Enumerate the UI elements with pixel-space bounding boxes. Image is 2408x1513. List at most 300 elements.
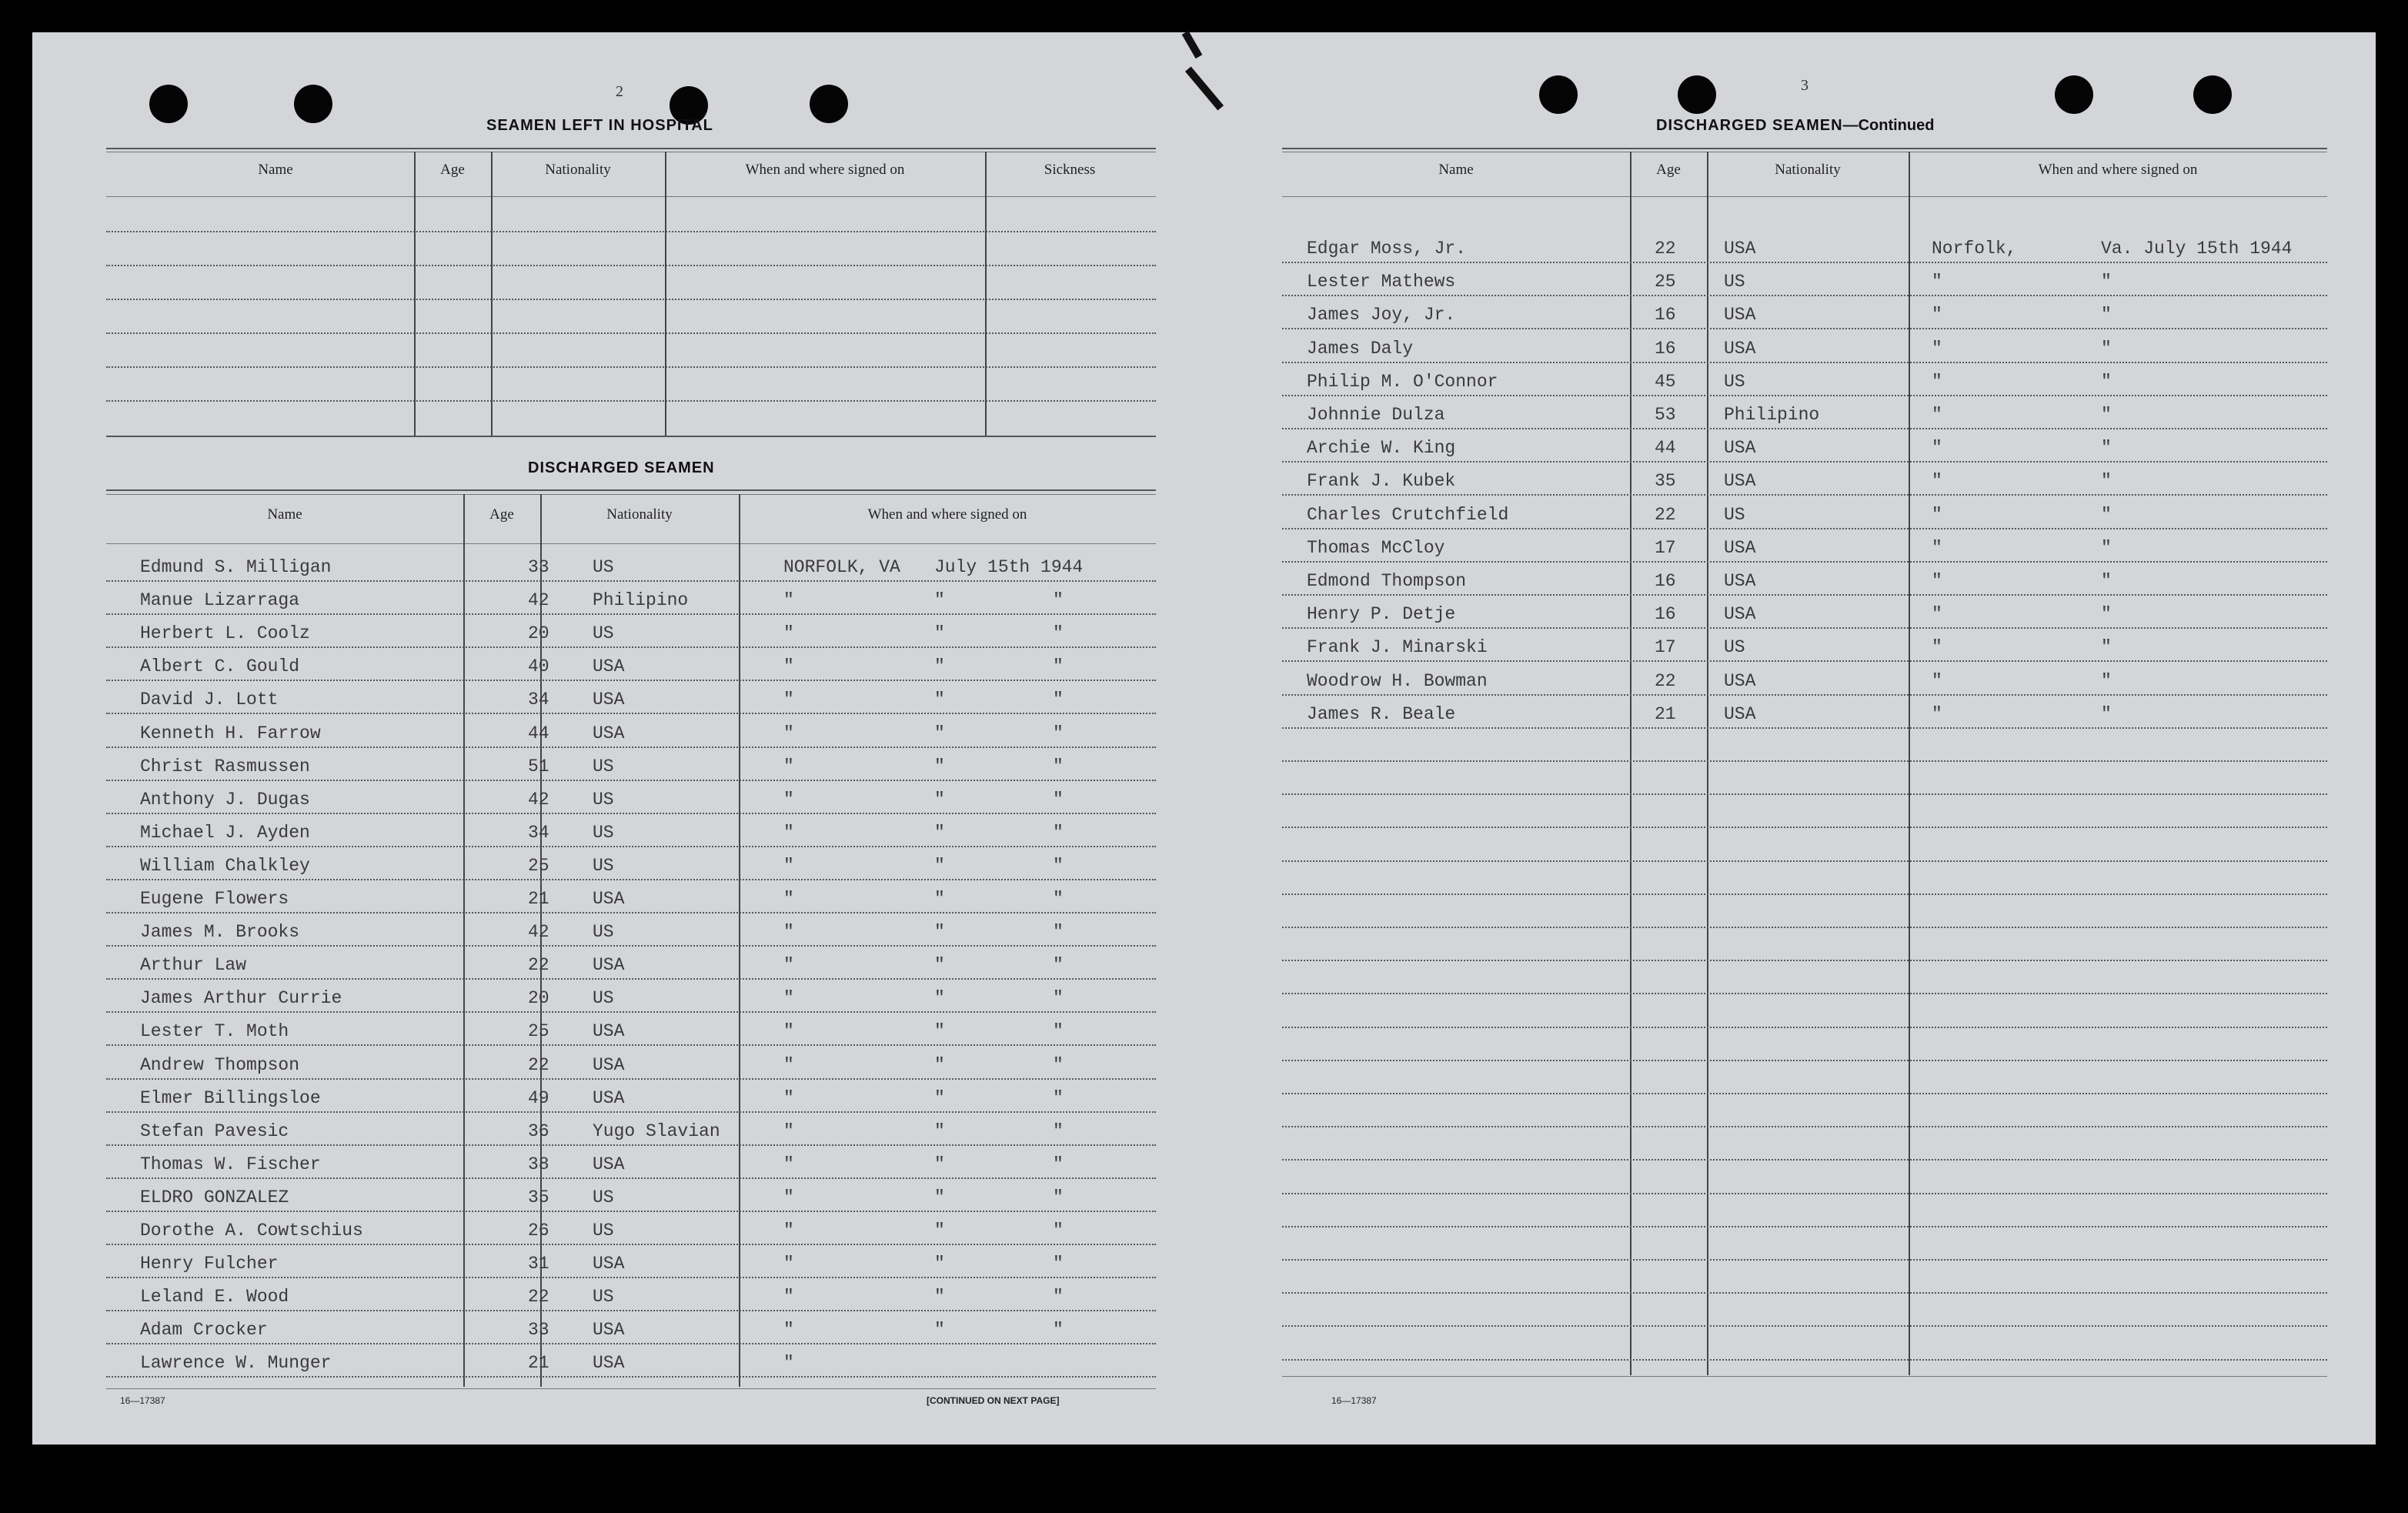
signed-on-date: ": [934, 1121, 945, 1141]
signed-on-ditto: ": [1053, 1055, 1064, 1075]
signed-on-date: ": [2101, 637, 2112, 657]
signed-on-place: ": [783, 1287, 794, 1307]
seaman-nationality: US: [593, 756, 614, 777]
table-row: [106, 583, 1156, 613]
signed-on-place: ": [783, 1088, 794, 1108]
signed-on-place: ": [1932, 471, 1942, 491]
signed-on-ditto: ": [1053, 790, 1064, 810]
seaman-name: Stefan Pavesic: [140, 1121, 289, 1141]
signed-on-date: ": [934, 590, 945, 610]
signed-on-date: ": [934, 690, 945, 710]
seaman-age: 35: [1655, 471, 1676, 491]
seaman-age: 36: [528, 1121, 549, 1141]
table-row: [106, 1014, 1156, 1044]
column-header-age: Age: [489, 506, 514, 523]
table-row: [1282, 297, 2327, 328]
seaman-name: Andrew Thompson: [140, 1055, 300, 1075]
table-row: [106, 682, 1156, 713]
row-line: [1282, 594, 2327, 596]
signed-on-ditto: ": [1053, 1254, 1064, 1274]
signed-on-place: ": [1932, 438, 1942, 458]
seaman-age: 17: [1655, 538, 1676, 558]
seaman-nationality: USA: [593, 955, 625, 975]
seaman-age: 16: [1655, 604, 1676, 624]
signed-on-place: ": [783, 955, 794, 975]
signed-on-place: ": [1932, 372, 1942, 392]
row-line: [106, 978, 1156, 980]
table-row: [106, 980, 1156, 1011]
seaman-name: James R. Beale: [1307, 704, 1456, 724]
signed-on-place: ": [783, 723, 794, 743]
table-row: [106, 716, 1156, 746]
continued-note: [CONTINUED ON NEXT PAGE]: [927, 1395, 1060, 1406]
seaman-nationality: US: [1724, 272, 1745, 292]
table-row: [106, 1047, 1156, 1078]
seaman-age: 49: [528, 1088, 549, 1108]
signed-on-date: ": [934, 1154, 945, 1174]
row-line: [1282, 1359, 2327, 1361]
seaman-age: 16: [1655, 339, 1676, 359]
row-line: [106, 646, 1156, 648]
seaman-name: Eugene Flowers: [140, 889, 289, 909]
row-line: [1282, 494, 2327, 496]
row-line: [1282, 660, 2327, 662]
punch-hole: [1539, 75, 1578, 114]
table-row: [1282, 231, 2327, 262]
table-row: [1282, 331, 2327, 362]
seaman-name: Johnnie Dulza: [1307, 405, 1445, 425]
signed-on-date: ": [934, 922, 945, 942]
seaman-nationality: USA: [1724, 305, 1756, 325]
seaman-age: 21: [528, 1353, 549, 1373]
row-line: [106, 580, 1156, 582]
row-line: [106, 746, 1156, 748]
row-line: [1282, 927, 2327, 928]
row-line: [106, 1177, 1156, 1179]
seaman-name: Dorothe A. Cowtschius: [140, 1221, 363, 1241]
seaman-age: 35: [528, 1187, 549, 1207]
signed-on-place: ": [783, 1055, 794, 1075]
signed-on-date: ": [2101, 604, 2112, 624]
column-header-name: Name: [1438, 162, 1474, 178]
seaman-age: 44: [1655, 438, 1676, 458]
column-header-nationality: Nationality: [606, 506, 673, 523]
signed-on-ditto: ": [1053, 1088, 1064, 1108]
row-line: [1282, 1126, 2327, 1127]
seaman-age: 20: [528, 988, 549, 1008]
seaman-nationality: USA: [593, 690, 625, 710]
seaman-age: 33: [528, 1320, 549, 1340]
signed-on-date: ": [934, 1254, 945, 1274]
row-line: [1282, 1259, 2327, 1261]
seaman-age: 21: [1655, 704, 1676, 724]
row-line: [106, 1376, 1156, 1378]
signed-on-place: ": [783, 1187, 794, 1207]
seaman-name: Christ Rasmussen: [140, 756, 310, 777]
row-line: [1282, 362, 2327, 363]
column-header-nationality: Nationality: [545, 162, 611, 178]
table-row: [1282, 696, 2327, 727]
seaman-nationality: USA: [1724, 339, 1756, 359]
table-row: [1282, 663, 2327, 694]
seaman-age: 22: [1655, 671, 1676, 691]
seaman-nationality: USA: [1724, 704, 1756, 724]
seaman-age: 42: [528, 790, 549, 810]
column-header-nationality: Nationality: [1775, 162, 1841, 178]
seaman-age: 22: [1655, 505, 1676, 525]
table-row: [106, 914, 1156, 945]
row-line: [106, 1310, 1156, 1311]
table-row: [1282, 463, 2327, 494]
row-line: [106, 1343, 1156, 1344]
table-row: [106, 1114, 1156, 1144]
signed-on-place: ": [1932, 704, 1942, 724]
row-line: [1282, 1060, 2327, 1061]
table-row: [1282, 596, 2327, 627]
seaman-name: ELDRO GONZALEZ: [140, 1187, 289, 1207]
signed-on-place: ": [783, 1221, 794, 1241]
signed-on-date: ": [2101, 405, 2112, 425]
document-sheet: [32, 32, 2376, 1445]
seaman-nationality: US: [593, 922, 614, 942]
table-row: [106, 1246, 1156, 1277]
signed-on-date: ": [2101, 305, 2112, 325]
punch-hole: [149, 85, 188, 123]
table-row: [106, 815, 1156, 846]
row-line: [1282, 1325, 2327, 1327]
seaman-name: James Daly: [1307, 339, 1414, 359]
signed-on-ditto: ": [1053, 656, 1064, 676]
blank-row-line: [106, 332, 1156, 334]
signed-on-place: ": [1932, 571, 1942, 591]
signed-on-ditto: ": [1053, 723, 1064, 743]
seaman-nationality: US: [593, 1287, 614, 1307]
row-line: [1282, 561, 2327, 563]
table-rule: [1282, 148, 2327, 149]
seaman-name: Woodrow H. Bowman: [1307, 671, 1488, 691]
row-line: [1282, 1027, 2327, 1028]
signed-on-place: ": [783, 988, 794, 1008]
table-rule: [106, 543, 1156, 544]
row-line: [1282, 428, 2327, 429]
row-line: [1282, 1226, 2327, 1227]
seaman-nationality: US: [1724, 372, 1745, 392]
seaman-name: James Joy, Jr.: [1307, 305, 1456, 325]
table-row: [1282, 563, 2327, 594]
row-line: [1282, 328, 2327, 329]
seaman-name: Anthony J. Dugas: [140, 790, 310, 810]
seaman-name: Philip M. O'Connor: [1307, 372, 1498, 392]
tear-mark: [1182, 31, 1203, 58]
signed-on-date: ": [2101, 372, 2112, 392]
punch-hole: [2055, 75, 2093, 114]
seaman-age: 22: [528, 1287, 549, 1307]
seaman-name: Edmond Thompson: [1307, 571, 1467, 591]
column-header-age: Age: [440, 162, 465, 178]
form-number: 16—17387: [1331, 1395, 1377, 1406]
signed-on-date: ": [934, 623, 945, 643]
seaman-nationality: US: [593, 790, 614, 810]
seaman-name: Frank J. Kubek: [1307, 471, 1456, 491]
signed-on-place: ": [783, 1254, 794, 1274]
seaman-nationality: US: [1724, 505, 1745, 525]
signed-on-place: ": [783, 1353, 794, 1373]
punch-hole: [2193, 75, 2232, 114]
seaman-nationality: USA: [593, 656, 625, 676]
seaman-nationality: USA: [1724, 604, 1756, 624]
row-line: [1282, 893, 2327, 895]
signed-on-place: ": [1932, 339, 1942, 359]
seaman-age: 25: [528, 856, 549, 876]
page-number: 3: [1801, 77, 1809, 94]
signed-on-date: ": [2101, 438, 2112, 458]
column-divider: [414, 152, 416, 436]
seaman-age: 53: [1655, 405, 1676, 425]
seaman-nationality: USA: [593, 889, 625, 909]
signed-on-ditto: ": [1053, 1287, 1064, 1307]
column-header-when: When and where signed on: [745, 162, 905, 178]
blank-row-line: [106, 400, 1156, 402]
table-row: [106, 1279, 1156, 1310]
seaman-nationality: USA: [1724, 239, 1756, 259]
row-line: [106, 780, 1156, 781]
seaman-nationality: USA: [593, 723, 625, 743]
tear-mark: [1185, 67, 1224, 111]
row-line: [106, 1211, 1156, 1212]
signed-on-ditto: ": [1053, 988, 1064, 1008]
table-rule: [106, 489, 1156, 491]
seaman-name: Michael J. Ayden: [140, 823, 310, 843]
seaman-nationality: USA: [1724, 671, 1756, 691]
signed-on-place: ": [1932, 637, 1942, 657]
blank-row-line: [106, 231, 1156, 232]
seaman-age: 22: [1655, 239, 1676, 259]
seaman-nationality: USA: [593, 1320, 625, 1340]
table-row: [106, 782, 1156, 813]
signed-on-date: ": [2101, 671, 2112, 691]
signed-on-date: ": [934, 1021, 945, 1041]
signed-on-ditto: ": [1053, 955, 1064, 975]
seaman-age: 21: [528, 889, 549, 909]
row-line: [1282, 395, 2327, 396]
row-line: [1282, 528, 2327, 529]
column-header-age: Age: [1656, 162, 1681, 178]
table-rule: [1282, 1376, 2327, 1377]
row-line: [106, 680, 1156, 681]
seaman-age: 26: [528, 1221, 549, 1241]
page-number: 2: [616, 83, 623, 100]
seaman-nationality: US: [593, 988, 614, 1008]
signed-on-place: ": [783, 1320, 794, 1340]
seaman-name: Thomas W. Fischer: [140, 1154, 321, 1174]
form-number: 16—17387: [120, 1395, 165, 1406]
signed-on-date: Va. July 15th 1944: [2101, 239, 2293, 259]
signed-on-place: NORFOLK, VA: [783, 557, 900, 577]
table-rule: [106, 494, 1156, 495]
seaman-age: 34: [528, 823, 549, 843]
signed-on-date: ": [2101, 704, 2112, 724]
row-line: [1282, 1292, 2327, 1294]
seaman-age: 22: [528, 955, 549, 975]
seaman-name: Arthur Law: [140, 955, 247, 975]
column-header-name: Name: [267, 506, 302, 523]
seaman-nationality: USA: [1724, 471, 1756, 491]
punch-hole: [810, 85, 848, 123]
signed-on-place: ": [783, 790, 794, 810]
signed-on-place: ": [783, 590, 794, 610]
seaman-nationality: US: [593, 557, 614, 577]
seaman-name: Albert C. Gould: [140, 656, 300, 676]
table-rule: [106, 148, 1156, 149]
seaman-name: Lawrence W. Munger: [140, 1353, 332, 1373]
signed-on-date: ": [934, 656, 945, 676]
signed-on-ditto: ": [1053, 1187, 1064, 1207]
row-line: [106, 945, 1156, 947]
table-row: [1282, 430, 2327, 461]
signed-on-place: ": [783, 623, 794, 643]
column-divider: [985, 152, 987, 436]
table-row: [1282, 264, 2327, 295]
row-line: [1282, 827, 2327, 828]
signed-on-place: Norfolk,: [1932, 239, 2017, 259]
row-line: [106, 912, 1156, 913]
seaman-age: 38: [528, 1154, 549, 1174]
row-line: [1282, 793, 2327, 795]
table-row: [106, 616, 1156, 646]
seaman-age: 20: [528, 623, 549, 643]
table-row: [106, 1213, 1156, 1244]
row-line: [1282, 993, 2327, 994]
seaman-nationality: Philipino: [1724, 405, 1820, 425]
row-line: [106, 1044, 1156, 1046]
column-header-when: When and where signed on: [867, 506, 1027, 523]
row-line: [106, 846, 1156, 847]
table-row: [106, 1312, 1156, 1343]
signed-on-date: ": [934, 1055, 945, 1075]
seaman-name: Edmund S. Milligan: [140, 557, 332, 577]
table-row: [106, 649, 1156, 680]
signed-on-place: ": [783, 690, 794, 710]
seaman-name: Elmer Billingsloe: [140, 1088, 321, 1108]
seaman-age: 42: [528, 922, 549, 942]
signed-on-ditto: ": [1053, 1121, 1064, 1141]
table-rule: [106, 436, 1156, 437]
row-line: [106, 1111, 1156, 1113]
seaman-nationality: USA: [593, 1055, 625, 1075]
signed-on-date: ": [934, 955, 945, 975]
row-line: [1282, 1159, 2327, 1161]
seaman-name: Herbert L. Coolz: [140, 623, 310, 643]
seaman-nationality: USA: [593, 1154, 625, 1174]
row-line: [106, 1244, 1156, 1245]
seaman-name: Adam Crocker: [140, 1320, 268, 1340]
table-rule: [106, 1388, 1156, 1389]
blank-row-line: [106, 265, 1156, 266]
seaman-name: William Chalkley: [140, 856, 310, 876]
seaman-nationality: USA: [593, 1088, 625, 1108]
signed-on-ditto: ": [1053, 823, 1064, 843]
row-line: [1282, 960, 2327, 961]
seaman-nationality: Yugo Slavian: [593, 1121, 720, 1141]
discharged-continued-title-text: DISCHARGED SEAMEN: [1656, 117, 1843, 134]
signed-on-date: ": [934, 1221, 945, 1241]
signed-on-date: ": [934, 856, 945, 876]
signed-on-place: ": [783, 856, 794, 876]
seaman-name: Lester Mathews: [1307, 272, 1456, 292]
signed-on-place: ": [1932, 505, 1942, 525]
seaman-nationality: US: [593, 856, 614, 876]
table-rule: [106, 196, 1156, 197]
signed-on-place: ": [783, 1154, 794, 1174]
signed-on-place: ": [783, 922, 794, 942]
signed-on-date: ": [2101, 538, 2112, 558]
signed-on-ditto: ": [1053, 623, 1064, 643]
signed-on-ditto: ": [1053, 889, 1064, 909]
seaman-age: 40: [528, 656, 549, 676]
row-line: [1282, 860, 2327, 862]
table-rule: [1282, 196, 2327, 197]
seaman-age: 25: [1655, 272, 1676, 292]
seaman-name: Henry P. Detje: [1307, 604, 1456, 624]
table-row: [106, 848, 1156, 879]
signed-on-place: ": [1932, 604, 1942, 624]
seaman-name: Leland E. Wood: [140, 1287, 289, 1307]
row-line: [106, 713, 1156, 714]
signed-on-date: ": [2101, 505, 2112, 525]
table-row: [106, 1345, 1156, 1376]
seaman-nationality: USA: [1724, 538, 1756, 558]
signed-on-date: ": [934, 723, 945, 743]
seaman-name: James M. Brooks: [140, 922, 300, 942]
column-divider: [665, 152, 666, 436]
seaman-nationality: US: [1724, 637, 1745, 657]
seaman-age: 22: [528, 1055, 549, 1075]
row-line: [106, 1277, 1156, 1278]
seaman-name: David J. Lott: [140, 690, 279, 710]
signed-on-ditto: ": [1053, 590, 1064, 610]
row-line: [106, 813, 1156, 814]
signed-on-date: ": [934, 1088, 945, 1108]
row-line: [1282, 262, 2327, 263]
seaman-name: Lester T. Moth: [140, 1021, 289, 1041]
table-row: [1282, 364, 2327, 395]
seaman-nationality: US: [593, 1221, 614, 1241]
signed-on-ditto: ": [1053, 1221, 1064, 1241]
signed-on-place: ": [783, 1021, 794, 1041]
table-row: [106, 749, 1156, 780]
table-row: [106, 549, 1156, 580]
column-divider: [491, 152, 493, 436]
signed-on-date: ": [934, 756, 945, 777]
table-row: [106, 947, 1156, 978]
signed-on-place: ": [1932, 272, 1942, 292]
signed-on-date: ": [934, 988, 945, 1008]
row-line: [106, 1011, 1156, 1013]
row-line: [1282, 694, 2327, 696]
row-line: [1282, 727, 2327, 729]
signed-on-ditto: ": [1053, 922, 1064, 942]
blank-row-line: [106, 366, 1156, 368]
seaman-name: Henry Fulcher: [140, 1254, 279, 1274]
seaman-nationality: US: [593, 1187, 614, 1207]
continued-suffix: —Continued: [1842, 117, 1935, 134]
seaman-name: Charles Crutchfield: [1307, 505, 1509, 525]
row-line: [106, 1144, 1156, 1146]
row-line: [1282, 1193, 2327, 1194]
row-line: [1282, 461, 2327, 463]
seaman-age: 16: [1655, 571, 1676, 591]
signed-on-place: ": [1932, 538, 1942, 558]
